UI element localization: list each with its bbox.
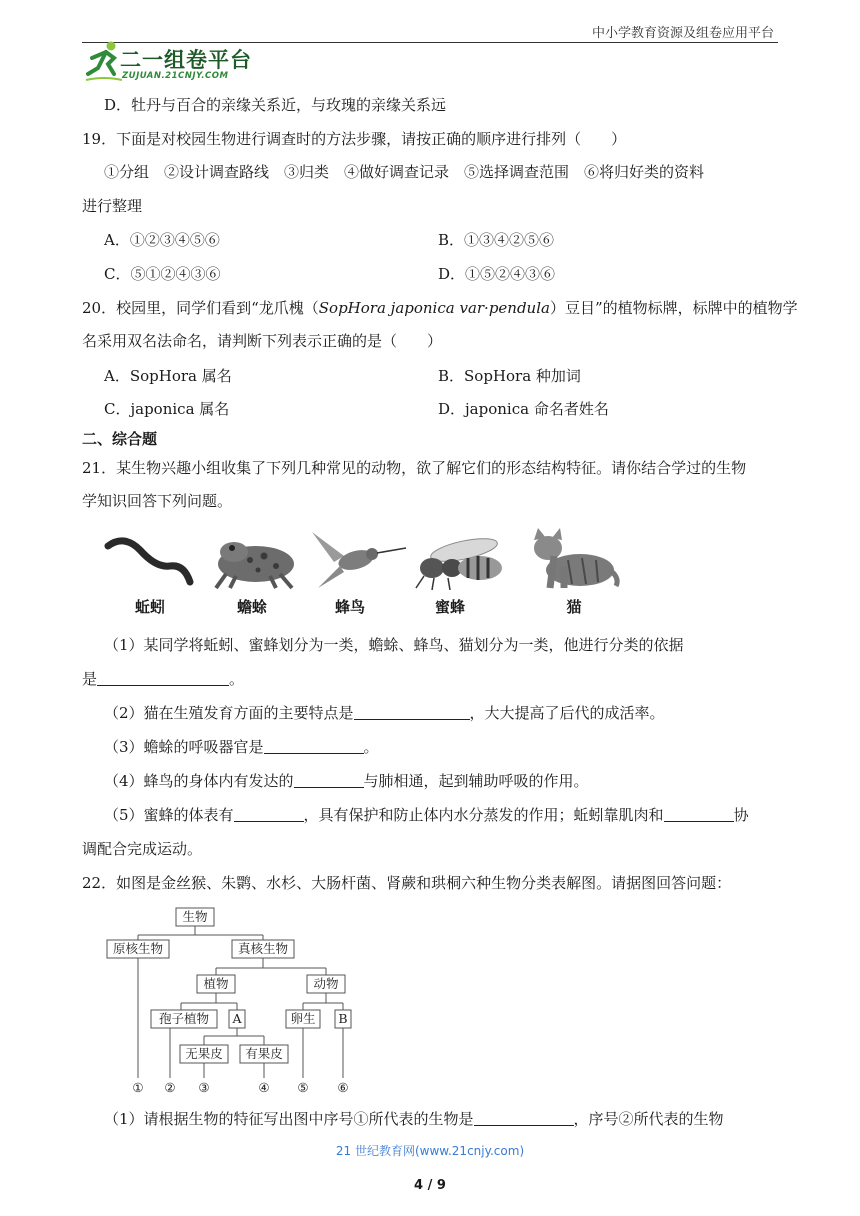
q21-stem: 21．某生物兴趣小组收集了下列几种常见的动物，欲了解它们的形态结构特征。请你结合学过的生物 <box>82 459 747 477</box>
label-earthworm: 蚯蚓 <box>134 598 165 616</box>
q20-option-b: B．SopHora 种加词 <box>438 367 581 385</box>
label-toad: 蟾蜍 <box>236 598 267 616</box>
svg-text:动物: 动物 <box>313 976 339 991</box>
label-cat: 猫 <box>566 598 582 616</box>
label-bee: 蜜蜂 <box>434 598 465 616</box>
q22-sub1: （1）请根据生物的特征写出图中序号①所代表的生物是 ，序号②所代表的生物 <box>104 1110 724 1128</box>
svg-text:⑤: ⑤ <box>297 1080 309 1095</box>
runner-logo-icon <box>84 40 124 84</box>
answer-blank[interactable] <box>474 1110 574 1126</box>
q19-option-c: C．⑤①②④③⑥ <box>104 265 221 283</box>
answer-blank[interactable] <box>664 806 734 822</box>
svg-text:②: ② <box>164 1080 176 1095</box>
logo-title: 二一组卷平台 <box>120 48 252 72</box>
animal-figure <box>98 524 638 622</box>
svg-text:A: A <box>232 1011 242 1026</box>
q19-option-b: B．①③④②⑤⑥ <box>438 231 555 249</box>
q20-option-a: A．SopHora 属名 <box>104 367 232 385</box>
svg-text:原核生物: 原核生物 <box>112 941 164 956</box>
answer-blank[interactable] <box>354 704 470 720</box>
svg-text:无果皮: 无果皮 <box>185 1046 223 1061</box>
q22-stem: 22．如图是金丝猴、朱鹮、水杉、大肠杆菌、肾蕨和珙桐六种生物分类表解图。请据图回答问题： <box>82 874 732 892</box>
platform-name: 中小学教育资源及组卷应用平台 <box>591 26 774 41</box>
page-number: 4 / 9 <box>414 1178 446 1193</box>
site-logo[interactable] <box>84 38 284 86</box>
q18-option-d: D．牡丹与百合的亲缘关系近，与玫瑰的亲缘关系远 <box>104 96 447 114</box>
q20-option-c: C．japonica 属名 <box>104 400 230 418</box>
q21-sub1: （1）某同学将蚯蚓、蜜蜂划分为一类，蟾蜍、蜂鸟、猫划分为一类，他进行分类的依据 <box>104 636 684 654</box>
q21-sub5-cont: 调配合完成运动。 <box>82 840 203 858</box>
q21-sub3: （3）蟾蜍的呼吸器官是 。 <box>104 738 379 756</box>
svg-text:真核生物: 真核生物 <box>237 941 289 956</box>
svg-text:①: ① <box>132 1080 144 1095</box>
bee-icon <box>404 532 514 592</box>
section-title: 二、综合题 <box>82 430 158 448</box>
q19-steps: ①分组 ②设计调查路线 ③归类 ④做好调查记录 ⑤选择调查范围 ⑥将归好类的资料 <box>104 163 705 181</box>
q21-sub4: （4）蜂鸟的身体内有发达的 与肺相通，起到辅助呼吸的作用。 <box>104 772 589 790</box>
svg-text:③: ③ <box>198 1080 210 1095</box>
svg-text:生物: 生物 <box>182 909 208 924</box>
q19-steps-cont: 进行整理 <box>82 197 143 215</box>
answer-blank[interactable] <box>97 670 229 686</box>
q20-option-d: D．japonica 命名者姓名 <box>438 400 609 418</box>
svg-text:B: B <box>338 1011 348 1026</box>
q21-sub5: （5）蜜蜂的体表有 ，具有保护和防止体内水分蒸发的作用；蚯蚓靠肌肉和 协 <box>104 806 749 824</box>
svg-text:有果皮: 有果皮 <box>245 1046 283 1061</box>
answer-blank[interactable] <box>294 772 364 788</box>
q19-option-a: A．①②③④⑤⑥ <box>104 231 220 249</box>
classification-tree <box>100 902 370 1098</box>
svg-text:孢子植物: 孢子植物 <box>158 1011 210 1026</box>
footer-site-link[interactable]: 21 世纪教育网(www.21cnjy.com) <box>335 1144 525 1158</box>
logo-url: ZUJUAN.21CNJY.COM <box>122 71 229 81</box>
svg-text:植物: 植物 <box>203 976 229 991</box>
q21-sub2: （2）猫在生殖发育方面的主要特点是 ，大大提高了后代的成活率。 <box>104 704 665 722</box>
latin-name: SopHora japonica var·pendula <box>318 299 550 317</box>
svg-text:④: ④ <box>258 1080 270 1095</box>
svg-text:⑥: ⑥ <box>337 1080 349 1095</box>
earthworm-icon <box>104 532 194 588</box>
q19-stem: 19．下面是对校园生物进行调查时的方法步骤，请按正确的顺序进行排列（ ） <box>82 130 627 148</box>
q20-stem-cont: 名采用双名法命名，请判断下列表示正确的是（ ） <box>82 332 443 350</box>
svg-text:卵生: 卵生 <box>290 1011 316 1026</box>
label-hummingbird: 蜂鸟 <box>334 598 365 616</box>
q21-sub1-cont: 是 。 <box>82 670 245 688</box>
q19-option-d: D．①⑤②④③⑥ <box>438 265 556 283</box>
hummingbird-icon <box>304 526 408 592</box>
answer-blank[interactable] <box>234 806 304 822</box>
answer-blank[interactable] <box>264 738 364 754</box>
toad-icon <box>206 530 302 592</box>
q21-stem-cont: 学知识回答下列问题。 <box>82 492 233 510</box>
q20-stem: 20．校园里，同学们看到“龙爪槐（SopHora japonica var·pendula）豆目”的植物标牌，标牌中的植物学 <box>82 299 798 317</box>
cat-icon <box>524 526 620 592</box>
